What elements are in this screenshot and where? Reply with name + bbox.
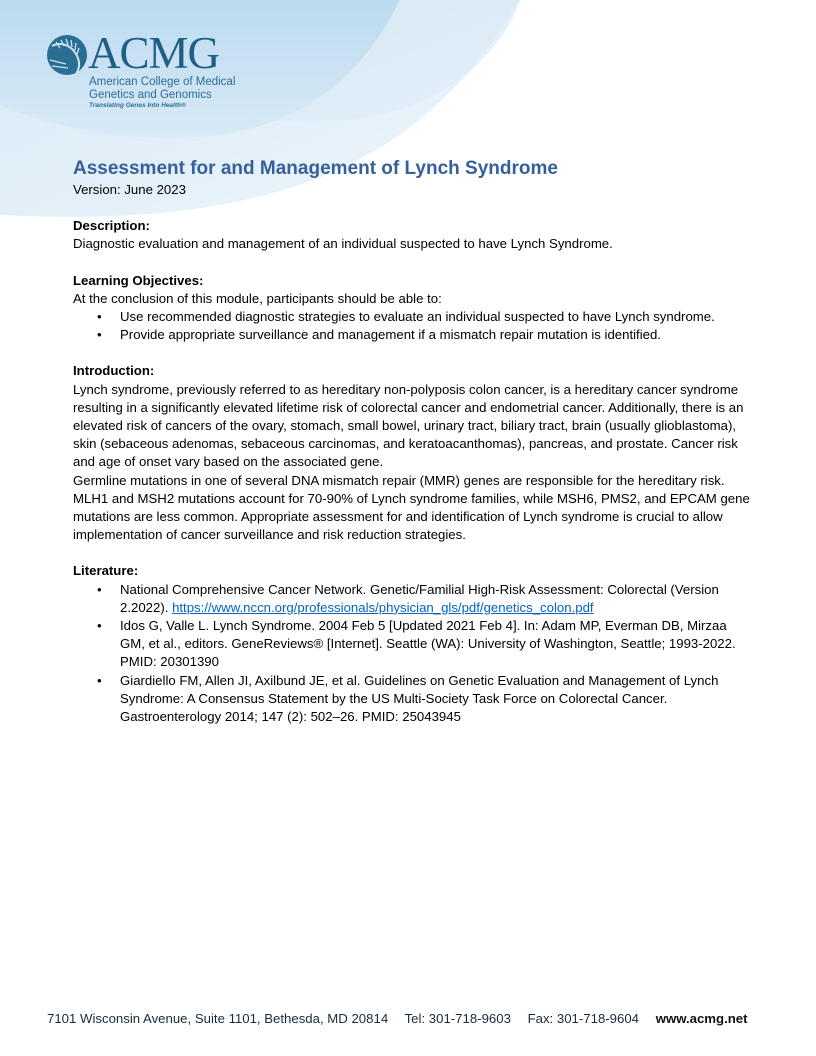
description-section (73, 217, 753, 253)
dna-globe-icon (46, 34, 88, 76)
document-title: Assessment for and Management of Lynch Syndrome (73, 158, 558, 179)
literature-section (73, 562, 753, 726)
reference-text: National Comprehensive Cancer Network. Genetic/Familial High-Risk Assessment: Colorectal (Version 2.2022). (120, 581, 719, 615)
footer-website[interactable]: www.acmg.net (655, 1011, 748, 1026)
footer-fax: Fax: 301-718-9604 (527, 1011, 640, 1026)
section-heading: Description: (73, 218, 150, 234)
tagline: Translating Genes Into Health® (89, 102, 186, 109)
introduction-paragraph: Germline mutations in one of several DNA mismatch repair (MMR) genes are responsible for the hereditary risk. MLH1 and MSH2 mutations account for 70-90% of Lynch syndrome families, while MSH6, PMS2, and EPCAM gene mutations are less common. Appropriate assessment for and identification of Lynch syndrome is crucial to allow implementation of cancer surveillance and risk reduction strategies. (73, 472, 750, 543)
organization-name (89, 76, 235, 101)
logo-wordmark: ACMG (88, 28, 220, 78)
introduction-paragraph: Lynch syndrome, previously referred to as hereditary non-polyposis colon cancer, is a hereditary cancer syndrome resulting in a significantly elevated lifetime risk of colorectal cancer and endometrial cancer. Additionally, there is an elevated risk of cancers of the ovary, stomach, small bowel, urinary tract, biliary tract, brain (usually glioblastoma), skin (sebaceous adenomas, sebaceous carcinomas, and keratoacanthomas), pancreas, and prostate. Cancer risk and age of onset vary based on the associated gene. (73, 381, 744, 470)
bullet-icon: • (97, 672, 102, 688)
reference-link[interactable]: https://www.nccn.org/professionals/physician_gls/pdf/genetics_colon.pdf (172, 599, 594, 615)
introduction-section (73, 362, 753, 544)
bullet-icon: • (97, 327, 102, 343)
list-item-text: Use recommended diagnostic strategies to evaluate an individual suspected to have Lynch syndrome. (120, 309, 715, 325)
bullet-icon: • (97, 581, 102, 597)
org-name-line1: American College of Medical (89, 76, 236, 88)
list-item-text: Provide appropriate surveillance and management if a mismatch repair mutation is identified. (120, 327, 661, 343)
list-item (73, 308, 753, 326)
reference-text: Giardiello FM, Allen JI, Axilbund JE, et al. Guidelines on Genetic Evaluation and Management of Lynch Syndrome: A Consensus Statement by the US Multi-Society Task Force on Colorectal Cancer. Gastroenterology 2014; 147 (2): 502–26. PMID: 25043945 (120, 672, 719, 725)
objectives-intro: At the conclusion of this module, participants should be able to: (73, 290, 442, 306)
section-heading: Learning Objectives: (73, 272, 204, 288)
footer-tel: Tel: 301-718-9603 (404, 1011, 511, 1026)
literature-list (73, 581, 753, 727)
page-footer (47, 1011, 748, 1026)
description-text: Diagnostic evaluation and management of an individual suspected to have Lynch Syndrome. (73, 236, 613, 252)
document-body (73, 157, 753, 744)
learning-objectives-section (73, 272, 753, 345)
footer-address: 7101 Wisconsin Avenue, Suite 1101, Bethesda, MD 20814 (47, 1011, 389, 1026)
bullet-icon: • (97, 309, 102, 325)
section-heading: Introduction: (73, 363, 155, 379)
reference-item (73, 672, 753, 727)
reference-text: Idos G, Valle L. Lynch Syndrome. 2004 Feb 5 [Updated 2021 Feb 4]. In: Adam MP, Everman DB, Mirzaa GM, et al., editors. GeneReviews® [Internet]. Seattle (WA): University of Washington, Seattle; 1993-2022. PMID: 20301390 (120, 618, 736, 670)
bullet-icon: • (97, 618, 102, 634)
org-name-line2: Genetics and Genomics (89, 88, 212, 101)
section-heading: Literature: (73, 563, 139, 579)
version-text: Version: June 2023 (73, 182, 186, 197)
reference-item (73, 617, 753, 672)
list-item (73, 326, 753, 344)
objectives-list (73, 308, 753, 344)
reference-item (73, 581, 753, 617)
